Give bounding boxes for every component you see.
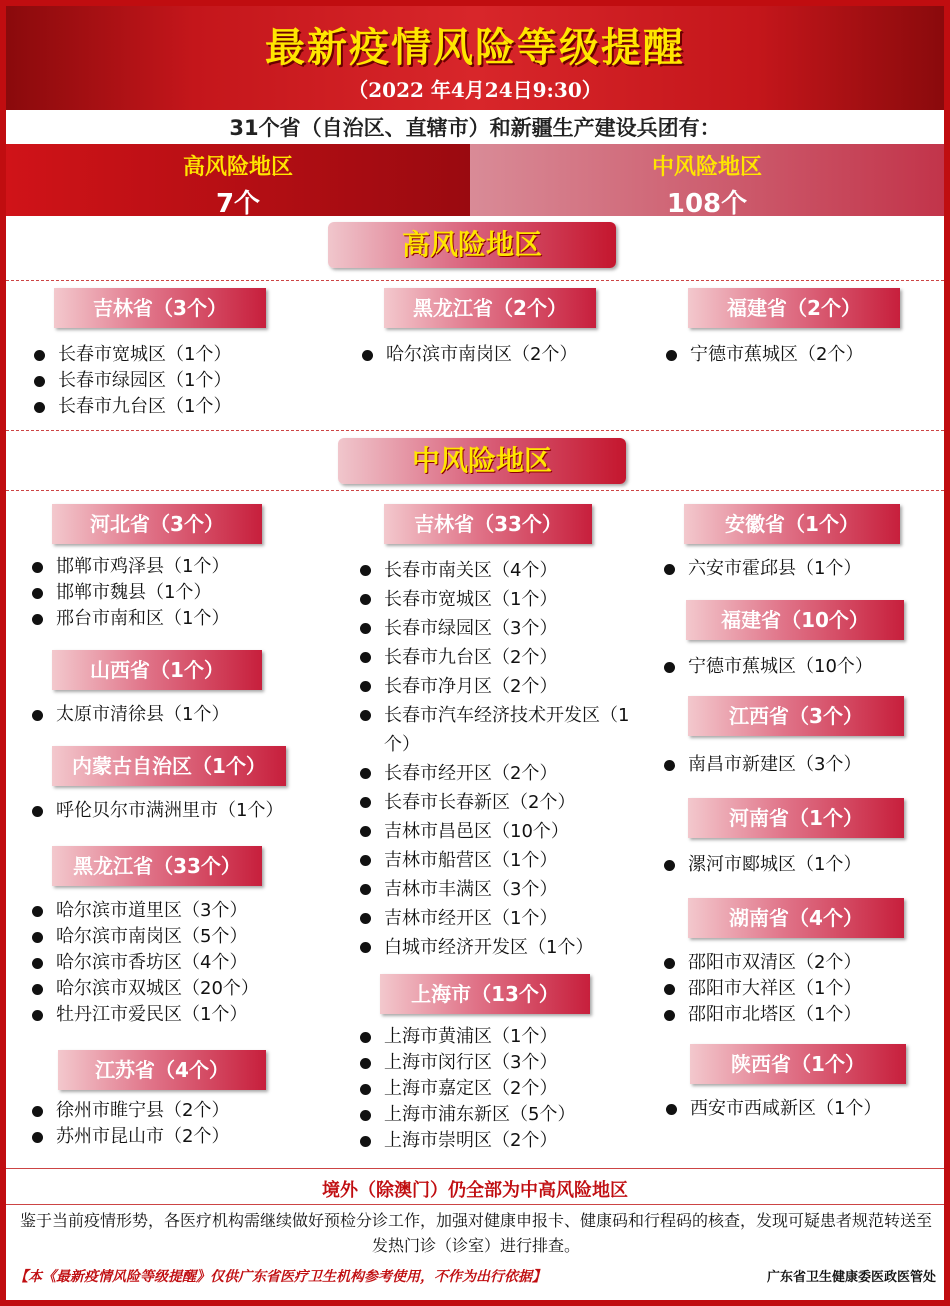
list-item: 徐州市睢宁县（2个） [30,1098,229,1124]
divider [6,280,944,281]
province-header: 福建省（10个） [686,600,904,640]
list-item: 长春市宽城区（1个） [32,342,231,368]
list-item: 长春市九台区（2个） [358,643,634,672]
district-list [664,1096,881,1122]
list-item: 长春市经开区（2个） [358,759,634,788]
province-header: 江苏省（4个） [58,1050,266,1090]
list-item: 呼伦贝尔市满洲里市（1个） [30,798,283,824]
disclaimer: 【本《最新疫情风险等级提醒》仅供广东省医疗卫生机构参考使用，不作为出行依据】 [14,1269,546,1285]
district-list [358,1024,575,1154]
district-list [662,654,873,680]
list-item: 吉林市丰满区（3个） [358,875,634,904]
list-item: 哈尔滨市南岗区（2个） [360,342,577,368]
list-item: 长春市南关区（4个） [358,556,634,585]
page-title: 最新疫情风险等级提醒 [265,25,685,71]
list-item: 邢台市南和区（1个） [30,606,229,632]
header-banner [6,6,944,110]
province-header: 安徽省（1个） [684,504,900,544]
district-list [664,342,863,368]
list-item: 长春市汽车经济技术开发区（1个） [358,701,634,759]
list-item: 太原市清徐县（1个） [30,702,229,728]
list-item: 漯河市郾城区（1个） [662,852,861,878]
list-item: 牡丹江市爱民区（1个） [30,1002,259,1028]
list-item: 长春市九台区（1个） [32,394,231,420]
list-item: 吉林市经开区（1个） [358,904,634,933]
province-header: 黑龙江省（33个） [52,846,262,886]
intro-text: 31个省（自治区、直辖市）和新疆生产建设兵团有： [229,116,721,140]
high-risk-section-title: 高风险地区 [328,222,616,268]
province-header: 黑龙江省（2个） [384,288,596,328]
list-item: 宁德市蕉城区（2个） [664,342,863,368]
list-item: 吉林市昌邑区（10个） [358,817,634,846]
list-item: 长春市绿园区（1个） [32,368,231,394]
overseas-notice: 境外（除澳门）仍全部为中高风险地区 [322,1180,628,1201]
list-item: 邯郸市鸡泽县（1个） [30,554,229,580]
list-item: 上海市嘉定区（2个） [358,1076,575,1102]
list-item: 哈尔滨市道里区（3个） [30,898,259,924]
summary-high-label: 高风险地区 [182,155,293,180]
district-list [360,342,577,368]
district-list [662,950,861,1028]
district-list [30,1098,229,1150]
province-header: 湖南省（4个） [688,898,904,938]
list-item: 邵阳市双清区（2个） [662,950,861,976]
list-item: 长春市宽城区（1个） [358,585,634,614]
province-header: 陕西省（1个） [690,1044,906,1084]
list-item: 宁德市蕉城区（10个） [662,654,873,680]
district-list [30,554,229,632]
summary-mid-risk [470,144,944,219]
update-date: （2022 年4月24日9:30） [348,78,602,102]
province-header: 河北省（3个） [52,504,262,544]
province-header: 福建省（2个） [688,288,900,328]
list-item: 长春市绿园区（3个） [358,614,634,643]
guidance-note: 鉴于当前疫情形势，各医疗机构需继续做好预检分诊工作，加强对健康申报卡、健康码和行程码的核查，发现可疑患者规范转送至发热门诊（诊室）进行排查。 [19,1211,932,1255]
district-list [662,556,861,582]
list-item: 苏州市昆山市（2个） [30,1124,229,1150]
list-item: 上海市崇明区（2个） [358,1128,575,1154]
province-header: 山西省（1个） [52,650,262,690]
list-item: 邵阳市大祥区（1个） [662,976,861,1002]
list-item: 邯郸市魏县（1个） [30,580,229,606]
footer-divider [6,1204,944,1205]
province-header: 上海市（13个） [380,974,590,1014]
province-header: 吉林省（3个） [54,288,266,328]
district-list [30,898,259,1028]
summary-high-count: 7个 [215,189,261,219]
province-header: 吉林省（33个） [384,504,592,544]
mid-risk-section-title: 中风险地区 [338,438,626,484]
list-item: 邵阳市北塔区（1个） [662,1002,861,1028]
district-list [662,752,861,778]
issuing-organization: 广东省卫生健康委医政医管处 [766,1270,936,1285]
list-item: 六安市霍邱县（1个） [662,556,861,582]
province-header: 江西省（3个） [688,696,904,736]
district-list [30,702,229,728]
list-item: 长春市净月区（2个） [358,672,634,701]
list-item: 上海市黄浦区（1个） [358,1024,575,1050]
list-item: 长春市长春新区（2个） [358,788,634,817]
summary-mid-label: 中风险地区 [651,155,762,180]
list-item: 哈尔滨市香坊区（4个） [30,950,259,976]
list-item: 白城市经济开发区（1个） [358,933,634,962]
divider [6,490,944,491]
list-item: 上海市闵行区（3个） [358,1050,575,1076]
list-item: 上海市浦东新区（5个） [358,1102,575,1128]
summary-high-risk [6,144,470,219]
district-list [358,556,634,962]
list-item: 南昌市新建区（3个） [662,752,861,778]
footer-divider [6,1168,944,1169]
summary-mid-count: 108个 [666,189,748,219]
divider [6,430,944,431]
district-list [32,342,231,420]
province-header: 内蒙古自治区（1个） [52,746,286,786]
list-item: 哈尔滨市双城区（20个） [30,976,259,1002]
district-list [662,852,861,878]
province-header: 河南省（1个） [688,798,904,838]
list-item: 哈尔滨市南岗区（5个） [30,924,259,950]
list-item: 西安市西咸新区（1个） [664,1096,881,1122]
list-item: 吉林市船营区（1个） [358,846,634,875]
district-list [30,798,283,824]
